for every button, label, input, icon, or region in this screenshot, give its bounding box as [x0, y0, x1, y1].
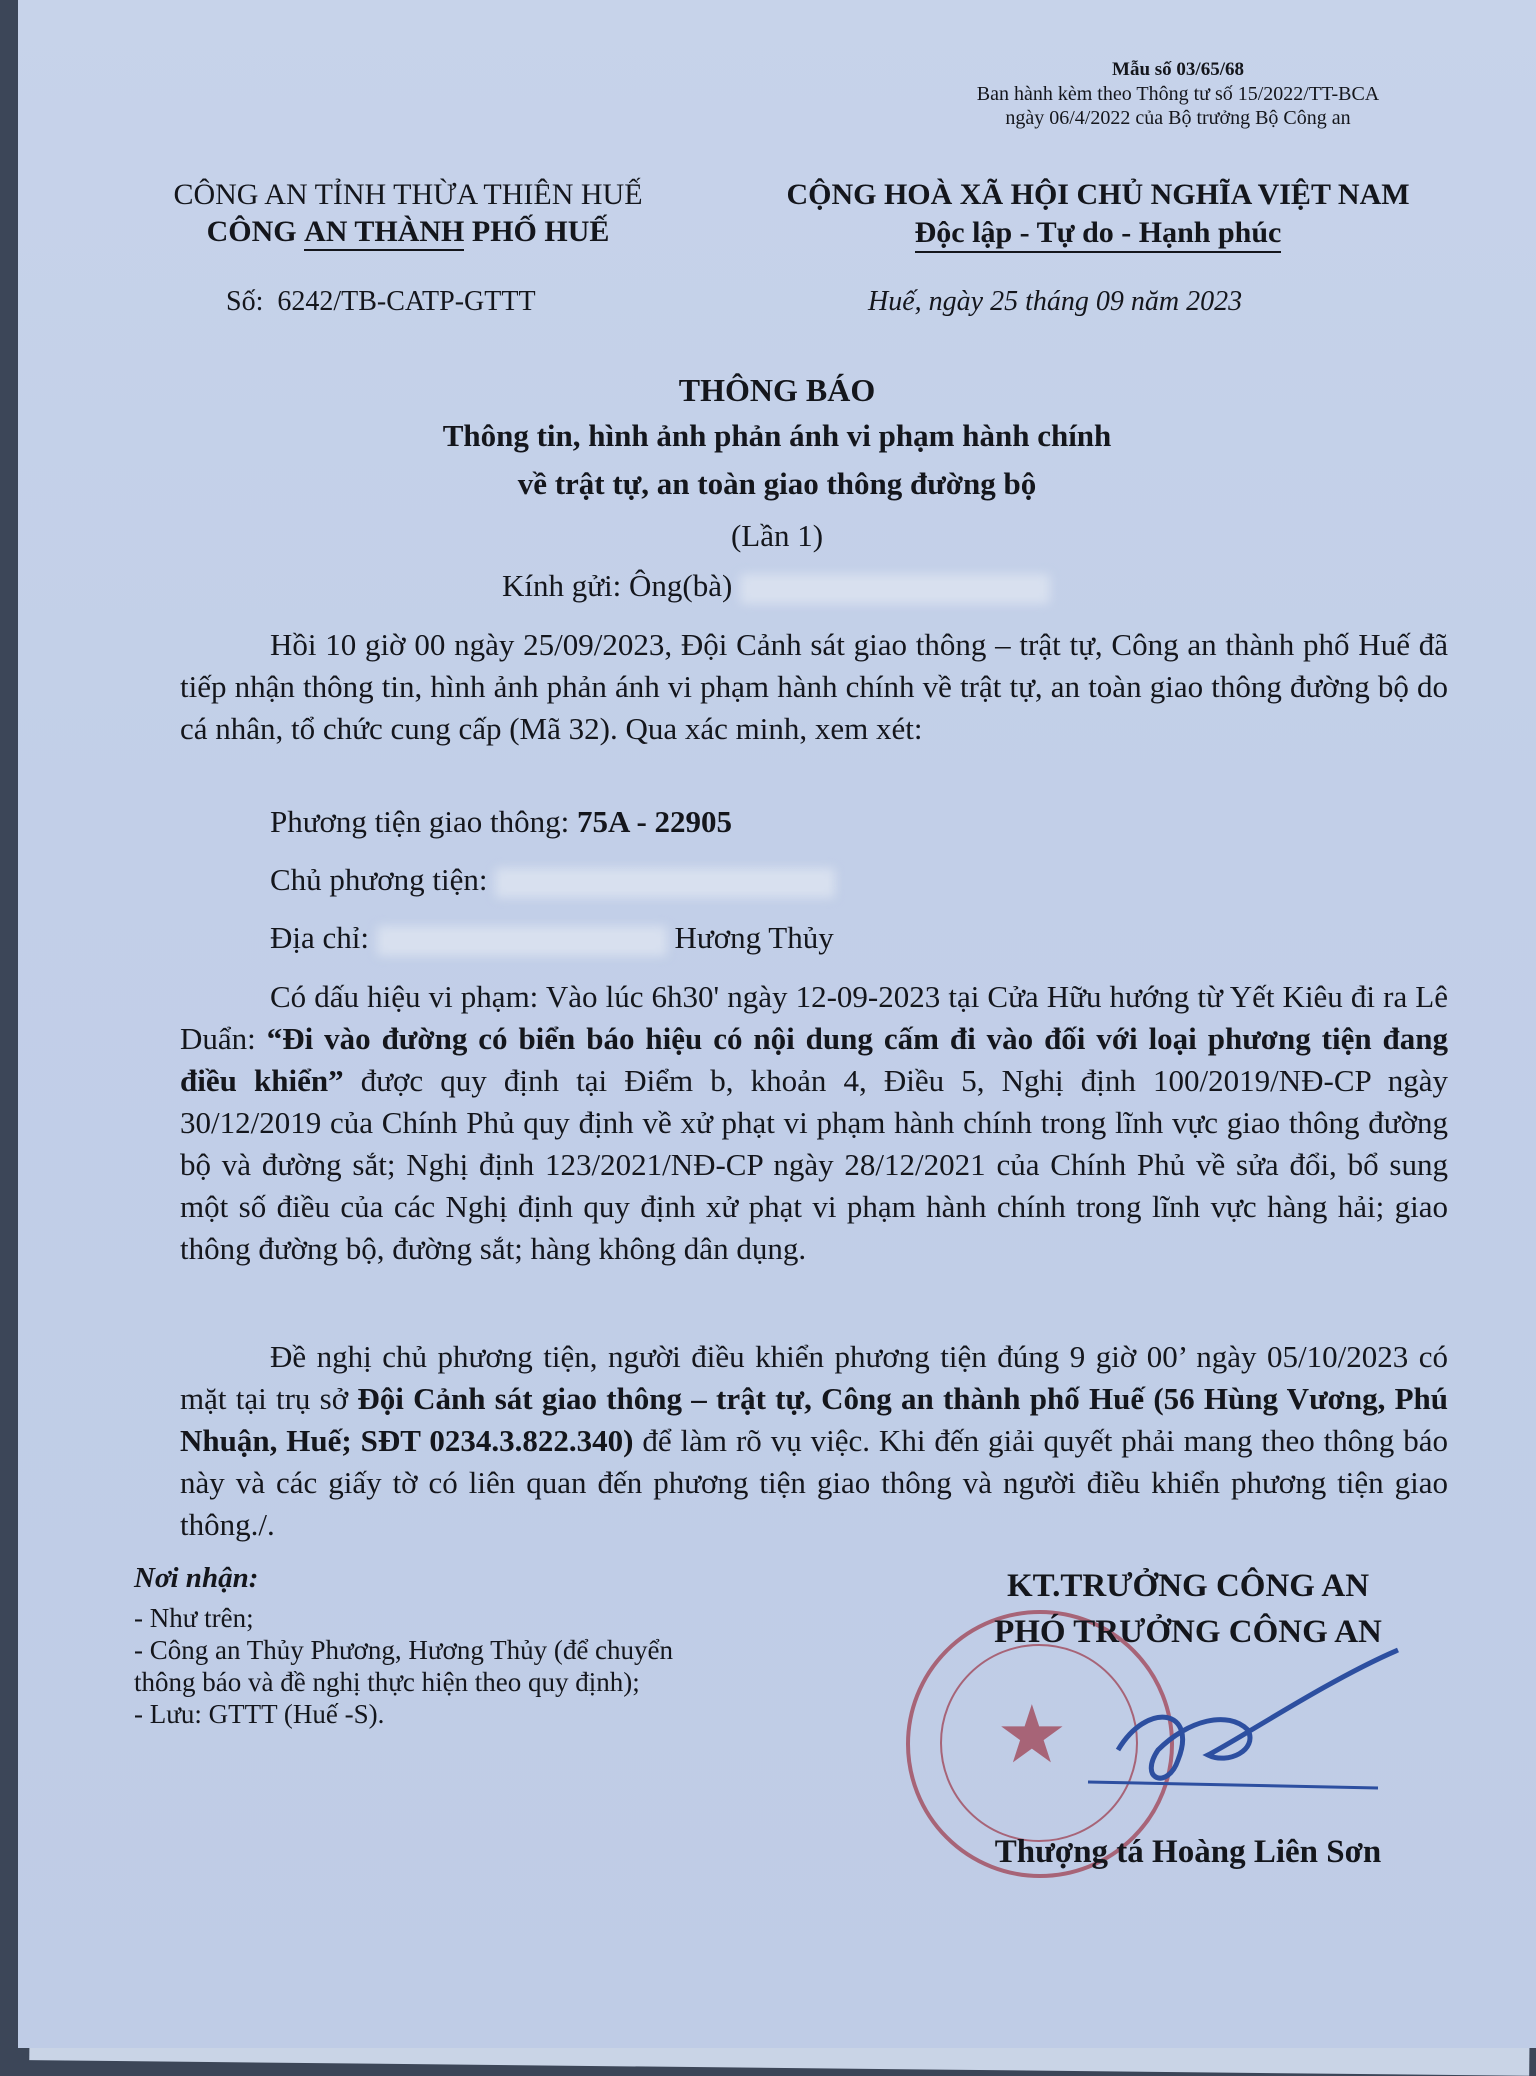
agency-name: [118, 213, 698, 251]
request-location: Đội Cảnh sát giao thông – trật tự, Công an thành phố Huế (56 Hùng Vương, Phú Nhuận, Huế; SĐT 0234.3.822.340): [180, 1381, 1448, 1458]
request-prefix: Đề nghị chủ phương tiện, người điều khiển phương tiện đúng 9 giờ 00’ ngày 05/10/2023 có mặt tại trụ sở: [180, 1339, 1448, 1416]
agency-header: [118, 176, 698, 251]
document-page: [18, 0, 1536, 2048]
form-code-block: [918, 58, 1438, 130]
addressee-line: [502, 568, 1050, 604]
vehicle-plate-line: [270, 804, 732, 840]
violation-prefix: Có dấu hiệu vi phạm: Vào lúc 6h30' ngày 12-09-2023 tại Cửa Hữu hướng từ Yết Kiêu đi ra Lê Duẩn:: [180, 979, 1448, 1056]
state-motto: Độc lập - Tự do - Hạnh phúc: [915, 215, 1282, 253]
redacted-name: [740, 574, 1050, 604]
place-date: Huế, ngày 25 tháng 09 năm 2023: [868, 286, 1243, 317]
form-issued-date: ngày 06/4/2022 của Bộ trưởng Bộ Công an: [1005, 107, 1351, 129]
redacted-owner: [495, 868, 835, 898]
agency-name-suffix: PHỐ HUẾ: [464, 215, 610, 248]
plate-label: Phương tiện giao thông:: [270, 804, 578, 839]
signer-title-1: KT.TRƯỞNG CÔNG AN: [1006, 1568, 1370, 1604]
document-subtitle-1: Thông tin, hình ảnh phản ánh vi phạm hành chính: [442, 418, 1112, 453]
recipient-line-2: - Công an Thủy Phương, Hương Thủy (để chuyển: [134, 1635, 674, 1665]
signer-name: Thượng tá Hoàng Liên Sơn: [994, 1834, 1382, 1870]
state-name: CỘNG HOÀ XÃ HỘI CHỦ NGHĨA VIỆT NAM: [786, 178, 1410, 211]
recipients-heading: Nơi nhận:: [134, 1562, 259, 1594]
form-code: Mẫu số 03/65/68: [1112, 59, 1244, 80]
violation-legal-basis: được quy định tại Điểm b, khoản 4, Điều 5, Nghị định 100/2019/NĐ-CP ngày 30/12/2019 của Chính Phủ quy định về xử phạt vi phạm hành chính trong lĩnh vực giao thông đường bộ và đường sắt; Nghị định 123/2021/NĐ-CP ngày 28/12/2021 của Chính Phủ về sửa đổi, bổ sung một số điều của các Nghị định quy định xử phạt vi phạm hành chính trong lĩnh vực hàng hải; giao thông đường bộ, đường sắt; hàng không dân dụng.: [180, 1063, 1448, 1266]
vehicle-owner-line: [270, 862, 835, 898]
address-line: [270, 920, 834, 956]
state-header: [718, 176, 1478, 253]
document-subtitle-2: về trật tự, an toàn giao thông đường bộ: [517, 466, 1037, 501]
intro-paragraph: Hồi 10 giờ 00 ngày 25/09/2023, Đội Cảnh sát giao thông – trật tự, Công an thành phố Huế đã tiếp nhận thông tin, hình ảnh phản ánh vi phạm hành chính về trật tự, an toàn giao thông đường bộ do cá nhân, tổ chức cung cấp (Mã 32). Qua xác minh, xem xét:: [180, 627, 1448, 746]
doc-no-label: Số:: [226, 286, 264, 317]
handwritten-signature: [1078, 1640, 1418, 1820]
owner-label: Chủ phương tiện:: [270, 862, 488, 897]
plate-number: 75A - 22905: [577, 804, 733, 839]
recipients-block: [134, 1562, 673, 1730]
agency-parent: CÔNG AN TỈNH THỪA THIÊN HUẾ: [173, 178, 643, 211]
address-label: Địa chỉ:: [270, 920, 369, 955]
violation-description: “Đi vào đường có biển báo hiệu có nội dung cấm đi vào đối với loại phương tiện đang điều khiển”: [180, 1021, 1448, 1098]
request-paragraph: [180, 1336, 1448, 1546]
recipient-line-1: - Như trên;: [134, 1603, 254, 1633]
agency-name-prefix: CÔNG: [206, 215, 305, 248]
signer-title-2: PHÓ TRƯỞNG CÔNG AN: [994, 1614, 1382, 1650]
document-number: [226, 286, 536, 318]
document-edition: (Lần 1): [730, 518, 824, 553]
doc-no: 6242/TB-CATP-GTTT: [277, 286, 536, 317]
violation-paragraph: [180, 976, 1448, 1270]
addressee-label: Kính gửi: Ông(bà): [502, 568, 733, 603]
star-icon: ★: [996, 1692, 1068, 1780]
request-suffix: để làm rõ vụ việc. Khi đến giải quyết phải mang theo thông báo này và các giấy tờ có liên quan đến phương tiện giao thông và người điều khiển phương tiện giao thông./.: [180, 1423, 1448, 1542]
redacted-address: [377, 926, 667, 956]
recipient-line-4: - Lưu: GTTT (Huế -S).: [134, 1699, 385, 1729]
agency-name-underlined: AN THÀNH: [304, 215, 464, 251]
address-visible: Hương Thủy: [674, 920, 834, 955]
document-title: THÔNG BÁO: [678, 372, 876, 408]
recipient-line-3: thông báo và đề nghị thực hiện theo quy định);: [134, 1667, 640, 1697]
form-issued-with: Ban hành kèm theo Thông tư số 15/2022/TT-BCA: [976, 83, 1380, 105]
